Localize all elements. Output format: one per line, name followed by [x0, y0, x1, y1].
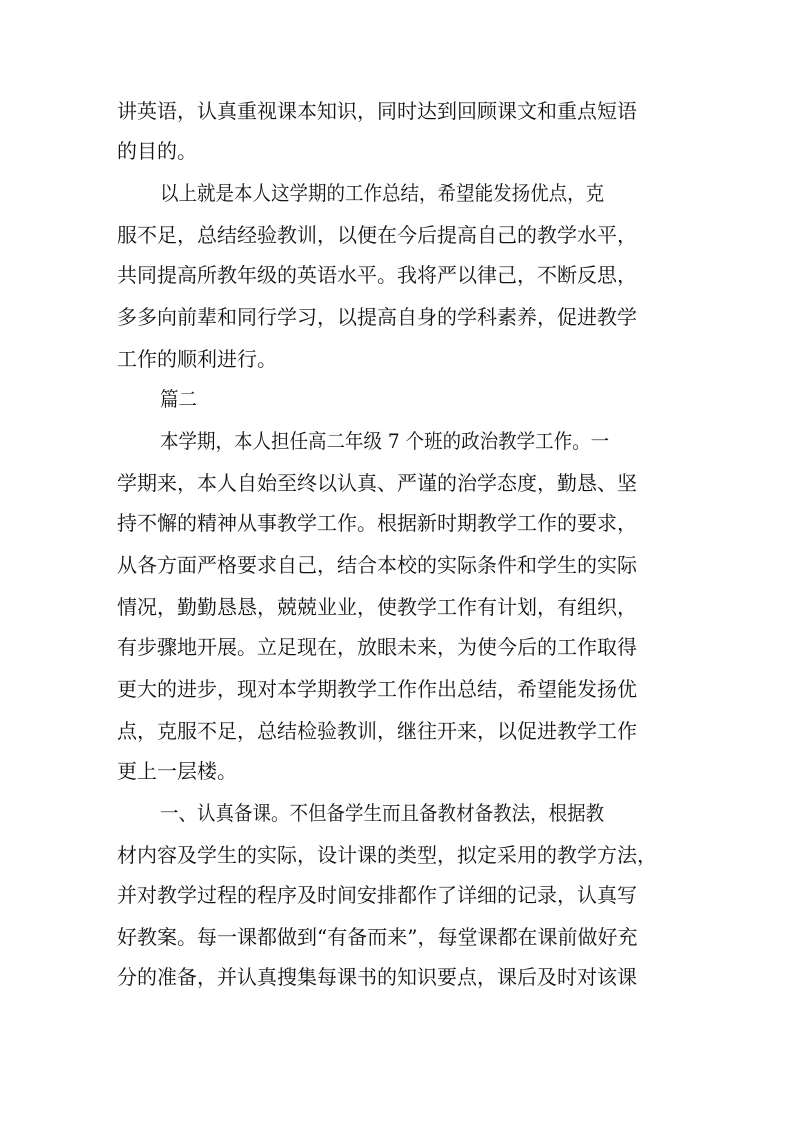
text-line: 共同提高所教年级的英语水平。我将严以律己，不断反思， — [117, 263, 637, 287]
text-line: 更上一层楼。 — [117, 759, 237, 783]
text-line: 多多向前辈和同行学习，以提高自身的学科素养，促进教学 — [117, 305, 637, 329]
text-line: 的目的。 — [117, 139, 197, 163]
text-line: 讲英语，认真重视课本知识，同时达到回顾课文和重点短语 — [117, 99, 637, 123]
paragraph-start-line: 一、认真备课。不但备学生而且备教材备教法，根据教 — [160, 801, 605, 825]
text-line: 分的准备，并认真搜集每课书的知识要点，课后及时对该课 — [117, 965, 637, 989]
paragraph-start-line: 以上就是本人这学期的工作总结，希望能发扬优点，克 — [160, 181, 605, 205]
paragraph-start-line: 本学期，本人担任高二年级 7 个班的政治教学工作。一 — [160, 429, 610, 453]
text-line: 有步骤地开展。立足现在，放眼未来，为使今后的工作取得 — [117, 635, 637, 659]
text-line: 更大的进步，现对本学期教学工作作出总结，希望能发扬优 — [117, 677, 637, 701]
text-line: 点，克服不足，总结检验教训，继往开来，以促进教学工作 — [117, 719, 637, 743]
text-line: 并对教学过程的程序及时间安排都作了详细的记录，认真写 — [117, 883, 637, 907]
section-heading: 篇二 — [160, 387, 198, 411]
text-line: 学期来，本人自始至终以认真、严谨的治学态度，勤恳、坚 — [117, 471, 637, 495]
text-line: 材内容及学生的实际，设计课的类型，拟定采用的教学方法， — [117, 843, 657, 867]
text-line: 持不懈的精神从事教学工作。根据新时期教学工作的要求， — [117, 511, 637, 535]
text-line: 好教案。每一课都做到“有备而来”，每堂课都在课前做好充 — [117, 925, 638, 949]
text-line: 情况，勤勤恳恳，兢兢业业，使教学工作有计划，有组织， — [117, 595, 637, 619]
text-line: 从各方面严格要求自己，结合本校的实际条件和学生的实际 — [117, 553, 637, 577]
text-line: 工作的顺利进行。 — [117, 347, 277, 371]
text-line: 服不足，总结经验教训，以便在今后提高自己的教学水平， — [117, 223, 637, 247]
